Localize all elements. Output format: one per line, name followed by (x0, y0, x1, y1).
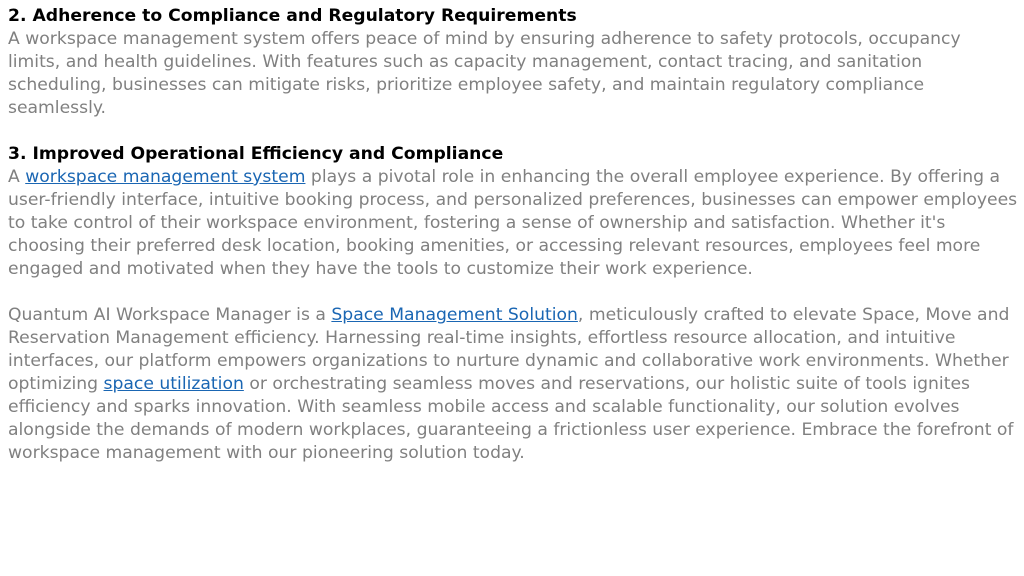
section-paragraph (8, 166, 1018, 281)
paragraph-text: A (8, 167, 26, 187)
section-heading: 2. Adherence to Compliance and Regulatory Requirements (8, 6, 577, 26)
section-efficiency (8, 143, 1018, 281)
section-paragraph: A workspace management system offers peace of mind by ensuring adherence to safety protocols, occupancy limits, and health guidelines. With features such as capacity management, contact tracing, and sanitation scheduling, businesses can mitigate risks, prioritize employee safety, and maintain regulatory compliance seamlessly. (8, 29, 961, 118)
space-management-solution-link[interactable]: Space Management Solution (331, 305, 578, 325)
paragraph-spacer (8, 120, 1018, 143)
section-closing (8, 304, 1018, 465)
paragraph-text: or orchestrating seamless moves and reservations, our holistic suite of tools ignites efficiency and sparks innovation. With seamless mobile access and scalable functionality, our solution evolves alongside the demands of modern workplaces, guaranteeing a frictionless user experience. Embrace the forefront of workspace management with our pioneering solution today. (8, 374, 1014, 463)
section-heading: 3. Improved Operational Efficiency and Compliance (8, 144, 504, 164)
paragraph-text: plays a pivotal role in enhancing the overall employee experience. By offering a user-friendly interface, intuitive booking process, and personalized preferences, businesses can empower employees to take control of their workspace environment, fostering a sense of ownership and satisfaction. Whether it's choosing their preferred desk location, booking amenities, or accessing relevant resources, employees feel more engaged and motivated when they have the tools to customize their work experience. (8, 167, 1018, 279)
space-utilization-link[interactable]: space utilization (103, 374, 244, 394)
paragraph-spacer (8, 281, 1018, 304)
closing-paragraph (8, 304, 1018, 465)
section-compliance (8, 5, 1018, 120)
paragraph-text: Quantum AI Workspace Manager is a (8, 305, 332, 325)
workspace-management-system-link[interactable]: workspace management system (25, 167, 306, 187)
paragraph-text: , meticulously crafted to elevate Space, Move and Reservation Management efficiency. Harnessing real-time insights, effortless resource allocation, and intuitive interfaces, our platform empowers organizations to nurture dynamic and collaborative work environments. Whether optimizing (8, 305, 1010, 394)
